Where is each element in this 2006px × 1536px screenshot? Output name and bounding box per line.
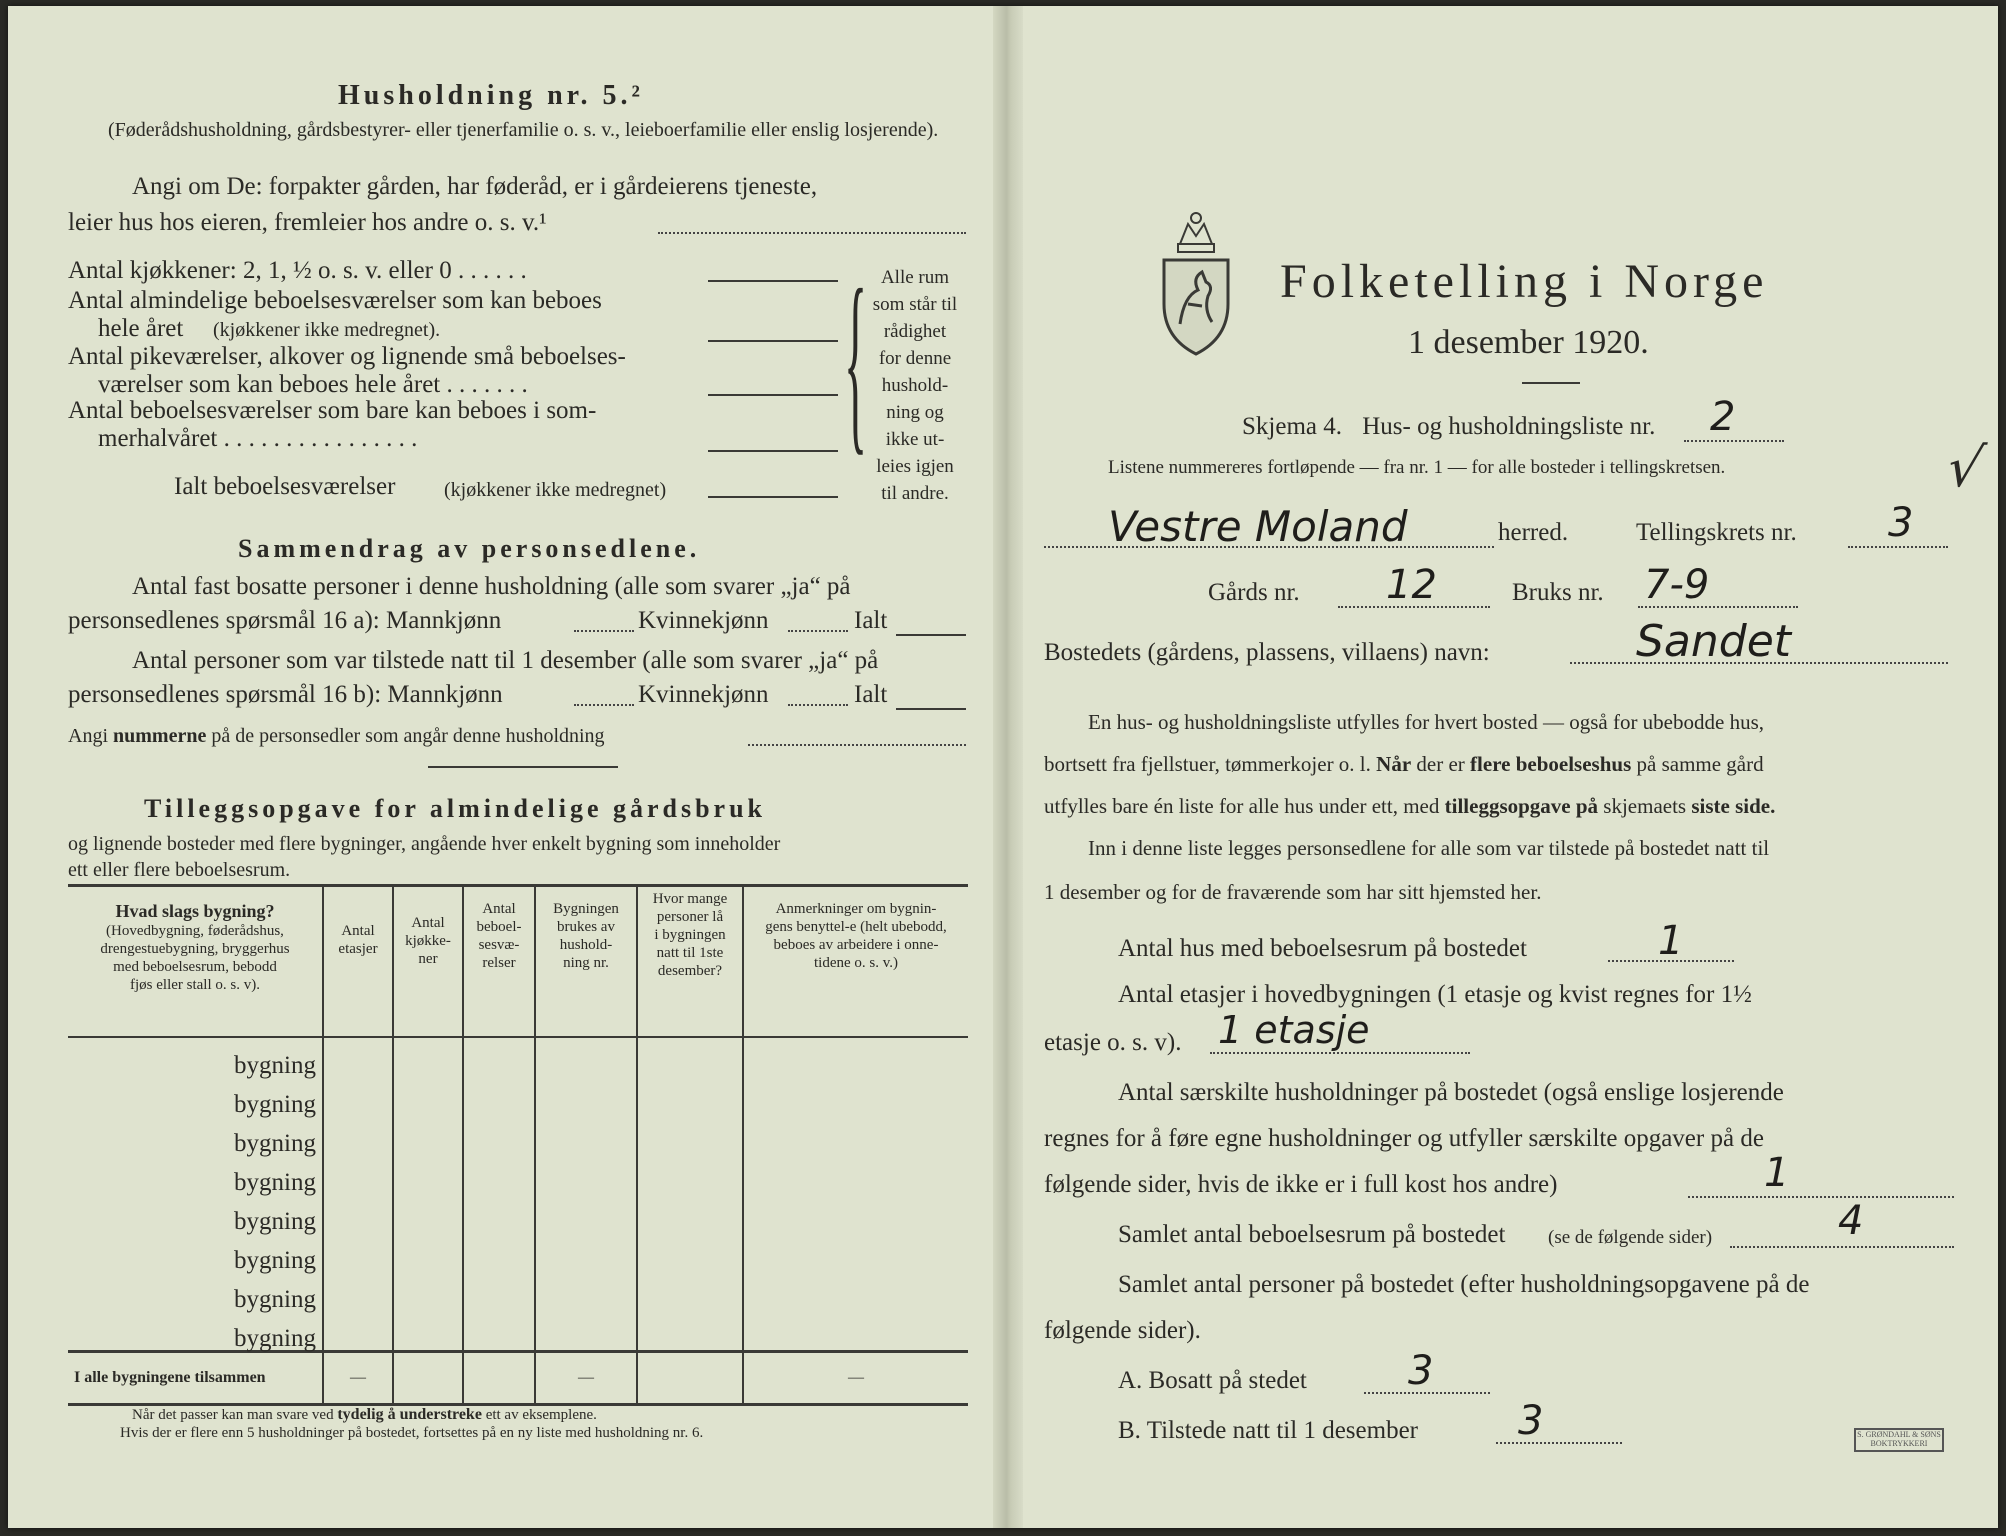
herred-label: herred.	[1498, 519, 1569, 546]
col-rooms-line: sesvæ-	[478, 937, 520, 953]
main-title: Folketelling i Norge	[1280, 255, 1769, 308]
side-note-line: som står til	[872, 294, 958, 315]
side-note-line: ikke ut-	[885, 429, 945, 450]
cell[interactable]	[743, 1037, 968, 1077]
summary-title: Sammendrag av personsedlene.	[238, 534, 701, 563]
cell[interactable]	[393, 1311, 463, 1352]
schema-number: Skjema 4.	[1242, 413, 1342, 440]
side-note-line: ning og	[886, 402, 944, 423]
cell[interactable]	[323, 1272, 393, 1311]
info-para-1-line-2	[1044, 752, 1764, 776]
col-kitchens-line: kjøkke-	[405, 933, 451, 949]
cell[interactable]	[393, 1077, 463, 1116]
col-kitchens-line: ner	[418, 951, 438, 967]
cell[interactable]	[463, 1272, 535, 1311]
cell[interactable]	[535, 1116, 637, 1155]
cell[interactable]	[535, 1077, 637, 1116]
cell[interactable]	[637, 1155, 743, 1194]
building-label: bygning	[234, 1247, 316, 1274]
table-row[interactable]	[68, 1155, 968, 1194]
para-bold: tilleggsopgave på	[1444, 794, 1599, 818]
rooms-line-2: hele året	[98, 315, 184, 342]
side-note-line: Alle rum	[880, 267, 950, 288]
numbering-note: Listene nummereres fortløpende — fra nr. 1 — for alle bosteder i tellingskretsen.	[1108, 457, 1726, 478]
sum-cell[interactable]	[637, 1352, 743, 1405]
cell[interactable]	[463, 1116, 535, 1155]
table-row[interactable]	[68, 1037, 968, 1077]
cell[interactable]	[393, 1116, 463, 1155]
census-form-sheet	[8, 6, 1998, 1528]
numbers-line	[68, 724, 605, 748]
supplement-title: Tilleggsopgave for almindelige gårdsbruk	[144, 794, 767, 823]
cell[interactable]	[637, 1272, 743, 1311]
cell[interactable]	[743, 1272, 968, 1311]
rooms-answer[interactable]	[708, 340, 838, 342]
info-para-2-line-1: Inn i denne liste legges personsedlene for alle som var tilstede på bostedet natt til	[1088, 836, 1770, 860]
numbers-pre: Angi	[68, 725, 108, 747]
floors-answer-line[interactable]	[1210, 1052, 1470, 1054]
cell[interactable]	[743, 1077, 968, 1116]
table-row[interactable]	[68, 1272, 968, 1311]
cell[interactable]	[393, 1233, 463, 1272]
cell[interactable]	[463, 1311, 535, 1352]
total-rooms-right-line[interactable]	[1730, 1246, 1954, 1248]
total-persons-line-2: følgende sider).	[1044, 1317, 1201, 1344]
cell[interactable]	[323, 1077, 393, 1116]
col-persons-line: personer lå	[656, 909, 724, 925]
tellingskrets-label: Tellingskrets nr.	[1636, 519, 1797, 546]
bruks-label: Bruks nr.	[1512, 579, 1604, 606]
coat-of-arms-icon	[1158, 204, 1234, 358]
cell[interactable]	[323, 1116, 393, 1155]
table-row[interactable]	[68, 1233, 968, 1272]
col-remarks-line: beboes av arbeidere i onne-	[773, 937, 939, 953]
cell[interactable]	[535, 1272, 637, 1311]
building-label: bygning	[234, 1325, 316, 1352]
side-note-line: rådighet	[883, 321, 947, 342]
left-page	[8, 6, 1004, 1528]
col-household-line: hushold-	[559, 937, 613, 953]
household-title: Husholdning nr. 5.²	[338, 80, 644, 111]
side-note-line: til andre.	[881, 483, 949, 504]
permanent-male-answer[interactable]	[574, 630, 634, 632]
footnote-pre: Når det passer kan man svare ved	[132, 1407, 334, 1423]
col-kitchens	[393, 886, 463, 1037]
cell[interactable]	[743, 1194, 968, 1233]
cell[interactable]	[323, 1155, 393, 1194]
sum-label: I alle bygningene tilsammen	[68, 1352, 323, 1405]
numbers-answer[interactable]	[748, 744, 966, 746]
sum-dash: —	[743, 1352, 968, 1405]
cell[interactable]	[743, 1116, 968, 1155]
permanent-total-answer[interactable]	[896, 634, 966, 636]
present-dec-line[interactable]	[1496, 1442, 1622, 1444]
printer-stamp: S. GRØNDAHL & SØNS BOKTRYKKERI	[1854, 1428, 1944, 1452]
building-label: bygning	[234, 1052, 316, 1079]
summer-rooms-line-1: Antal beboelsesværelser som bare kan beboes i som-	[68, 397, 597, 424]
numbers-post: på de personsedler som angår denne husholdning	[211, 725, 605, 747]
footnote-bold: tydelig å understreke	[337, 1406, 482, 1423]
present-total-label: Ialt	[854, 681, 888, 708]
angi-line-1: Angi om De: forpakter gården, har føderåd, er i gårdeierens tjeneste,	[132, 173, 818, 200]
cell[interactable]	[463, 1194, 535, 1233]
table-row[interactable]	[68, 1116, 968, 1155]
cell[interactable]	[743, 1311, 968, 1352]
para-bold: Når	[1376, 752, 1412, 776]
col-building-type-title: Hvad slags bygning?	[115, 901, 275, 921]
permanent-line-1: Antal fast bosatte personer i denne husholdning (alle som svarer „ja“ på	[132, 573, 851, 600]
total-rooms-label: Ialt beboelsesværelser	[174, 473, 396, 500]
building-label: bygning	[234, 1091, 316, 1118]
cell[interactable]	[535, 1233, 637, 1272]
cell[interactable]	[535, 1037, 637, 1077]
supplement-line-1: og lignende bosteder med flere bygninger, angående hver enkelt bygning som inneholder	[68, 833, 781, 855]
cell[interactable]	[637, 1311, 743, 1352]
col-rooms-line: relser	[482, 955, 516, 971]
para-text: på samme gård	[1636, 752, 1764, 776]
total-persons-line-1: Samlet antal personer på bostedet (efter husholdningsopgavene på de	[1118, 1271, 1810, 1298]
col-building-type-sub: (Hovedbygning, føderådshus,	[106, 923, 284, 939]
list-number-line[interactable]	[1684, 440, 1784, 442]
angi-answer-line[interactable]	[658, 232, 966, 234]
col-rooms-line: Antal	[482, 901, 516, 917]
tellingskrets-line[interactable]	[1848, 546, 1948, 548]
table-row[interactable]	[68, 1077, 968, 1116]
households-line-2: regnes for å føre egne husholdninger og utfyller særskilte opgaver på de	[1044, 1125, 1764, 1152]
small-rooms-line-2: værelser som kan beboes hele året . . . . . . .	[98, 371, 528, 398]
cell[interactable]	[637, 1233, 743, 1272]
list-number-value[interactable]: 2	[1710, 394, 1736, 440]
present-dec-value[interactable]: 3	[1518, 1398, 1544, 1444]
bruks-value[interactable]: 7-9	[1644, 562, 1710, 608]
household-subtitle: (Føderådshusholdning, gårdsbestyrer- eller tjenerfamilie o. s. v., leieboerfamilie eller enslig losjerende).	[108, 119, 939, 141]
sum-dash: —	[535, 1352, 637, 1405]
cell[interactable]	[637, 1077, 743, 1116]
table-header-row	[68, 886, 968, 1037]
floors-line-2: etasje o. s. v).	[1044, 1029, 1182, 1056]
total-rooms-right-value[interactable]: 4	[1838, 1198, 1864, 1244]
cell[interactable]	[393, 1272, 463, 1311]
cell[interactable]	[637, 1116, 743, 1155]
cell[interactable]	[463, 1233, 535, 1272]
col-persons-line: i bygningen	[654, 927, 726, 943]
side-note	[860, 264, 970, 507]
col-persons-line: Hvor mange	[652, 891, 728, 907]
check-mark: √	[1941, 436, 1990, 499]
present-line-1: Antal personer som var tilstede natt til 1 desember (alle som svarer „ja“ på	[132, 647, 879, 674]
cell[interactable]	[323, 1194, 393, 1233]
table-row[interactable]	[68, 1311, 968, 1352]
col-remarks-line: tidene o. s. v.)	[813, 955, 898, 971]
building-label: bygning	[234, 1286, 316, 1313]
total-rooms-right-note: (se de følgende sider)	[1548, 1227, 1713, 1248]
cell[interactable]	[743, 1155, 968, 1194]
kitchens-label: Antal kjøkkener: 2, 1, ½ o. s. v. eller 0 . . . . . .	[68, 257, 527, 284]
footnote-line-1	[132, 1406, 597, 1424]
para-bold: siste side.	[1691, 794, 1776, 818]
col-persons-line: desember?	[657, 963, 723, 979]
title-divider	[1522, 382, 1580, 384]
col-floors-line: etasjer	[338, 941, 378, 957]
cell[interactable]	[463, 1037, 535, 1077]
col-remarks-line: Anmerkninger om bygnin-	[775, 901, 937, 917]
col-building-type-sub: drengestuebygning, bryggerhus	[100, 941, 290, 957]
col-remarks	[743, 886, 968, 1037]
footnote-line-2: Hvis der er flere enn 5 husholdninger på bostedet, fortsettes på en ny liste med husholdning nr. 6.	[120, 1425, 704, 1441]
total-rooms-answer[interactable]	[708, 496, 838, 498]
present-male-answer[interactable]	[574, 704, 634, 706]
cell[interactable]	[323, 1233, 393, 1272]
permanent-female-label: Kvinnekjønn	[638, 607, 769, 634]
table-sum-row	[68, 1352, 968, 1405]
cell[interactable]	[535, 1155, 637, 1194]
divider	[428, 766, 618, 768]
col-remarks-line: gens benyttel-e (helt ubebodd,	[765, 919, 947, 935]
permanent-female-answer[interactable]	[788, 630, 848, 632]
cell[interactable]	[535, 1311, 637, 1352]
side-note-line: leies igjen	[876, 456, 954, 477]
sum-cell[interactable]	[463, 1352, 535, 1405]
numbers-bold: nummerne	[113, 725, 207, 747]
para-bold: flere beboelseshus	[1470, 752, 1632, 776]
angi-line-2: leier hus hos eieren, fremleier hos andre o. s. v.¹	[68, 209, 547, 236]
table-row[interactable]	[68, 1194, 968, 1233]
col-floors	[323, 886, 393, 1037]
tellingskrets-value[interactable]: 3	[1888, 500, 1914, 546]
cell[interactable]	[743, 1233, 968, 1272]
sum-dash: —	[323, 1352, 393, 1405]
present-total-answer[interactable]	[896, 708, 966, 710]
herred-value[interactable]: Vestre Moland	[1108, 502, 1408, 551]
small-rooms-answer[interactable]	[708, 394, 838, 396]
col-household-line: brukes av	[557, 919, 615, 935]
info-para-2-line-2: 1 desember og for de fraværende som har sitt hjemsted her.	[1044, 880, 1542, 904]
households-value[interactable]: 1	[1764, 1150, 1790, 1196]
col-kitchens-line: Antal	[411, 915, 445, 931]
cell[interactable]	[637, 1037, 743, 1077]
floors-value[interactable]: 1 etasje	[1218, 1008, 1370, 1052]
supplement-line-2: ett eller flere beboelsesrum.	[68, 859, 291, 881]
cell[interactable]	[637, 1194, 743, 1233]
present-line-2: personsedlenes spørsmål 16 b): Mannkjønn	[68, 681, 503, 708]
rooms-line-1: Antal almindelige beboelsesværelser som kan beboes	[68, 287, 602, 314]
resident-label: A. Bosatt på stedet	[1118, 1367, 1307, 1394]
col-building-type	[68, 886, 323, 1037]
col-persons-line: natt til 1ste	[656, 945, 724, 961]
para-text: utfylles bare én liste for alle hus under ett, med	[1044, 794, 1440, 818]
bosted-value[interactable]: Sandet	[1636, 616, 1792, 667]
info-para-1-line-1: En hus- og husholdningsliste utfylles for hvert bosted — også for ubebodde hus,	[1088, 710, 1764, 734]
resident-value[interactable]: 3	[1408, 1348, 1434, 1394]
info-para-1-line-3	[1044, 794, 1775, 818]
sum-cell[interactable]	[393, 1352, 463, 1405]
total-rooms-note: (kjøkkener ikke medregnet)	[444, 479, 667, 501]
col-building-type-sub: fjøs eller stall o. s. v).	[130, 977, 260, 993]
cell[interactable]	[393, 1155, 463, 1194]
present-dec-label: B. Tilstede natt til 1 desember	[1118, 1417, 1418, 1444]
cell[interactable]	[535, 1194, 637, 1233]
households-line-3: følgende sider, hvis de ikke er i full kost hos andre)	[1044, 1171, 1558, 1198]
houses-label: Antal hus med beboelsesrum på bostedet	[1118, 935, 1527, 962]
bosted-label: Bostedets (gårdens, plassens, villaens) navn:	[1044, 639, 1490, 666]
col-building-type-sub: med beboelsesrum, bebodd	[113, 959, 277, 975]
small-rooms-line-1: Antal pikeværelser, alkover og lignende små beboelses-	[68, 343, 626, 370]
building-label: bygning	[234, 1208, 316, 1235]
footnote-post: ett av eksemplene.	[485, 1407, 597, 1423]
households-answer-line[interactable]	[1688, 1196, 1954, 1198]
col-household-no	[535, 886, 637, 1037]
rooms-note: (kjøkkener ikke medregnet).	[213, 319, 441, 341]
summer-rooms-line-2: merhalvåret . . . . . . . . . . . . . . . .	[98, 425, 418, 452]
col-floors-line: Antal	[341, 923, 375, 939]
total-rooms-right-label: Samlet antal beboelsesrum på bostedet	[1118, 1221, 1506, 1248]
para-text: bortsett fra fjellstuer, tømmerkojer o. l.	[1044, 752, 1371, 776]
kitchens-answer[interactable]	[708, 280, 838, 282]
building-label: bygning	[234, 1130, 316, 1157]
para-text: skjemaets	[1603, 794, 1687, 818]
cell[interactable]	[393, 1194, 463, 1233]
side-note-line: for denne	[878, 348, 952, 369]
brace: {	[844, 251, 868, 474]
col-household-line: ning nr.	[563, 955, 609, 971]
cell[interactable]	[323, 1311, 393, 1352]
cell[interactable]	[393, 1037, 463, 1077]
census-date: 1 desember 1920.	[1408, 324, 1649, 361]
schema-line	[1242, 412, 1655, 442]
houses-value[interactable]: 1	[1658, 918, 1684, 964]
present-female-answer[interactable]	[788, 704, 848, 706]
buildings-table	[68, 886, 968, 1406]
right-page	[1008, 6, 1998, 1528]
col-rooms	[463, 886, 535, 1037]
col-rooms-line: beboel-	[476, 919, 522, 935]
summer-rooms-answer[interactable]	[708, 450, 838, 452]
gards-value[interactable]: 12	[1386, 562, 1437, 608]
present-female-label: Kvinnekjønn	[638, 681, 769, 708]
gards-label: Gårds nr.	[1208, 579, 1300, 606]
building-label: bygning	[234, 1169, 316, 1196]
permanent-total-label: Ialt	[854, 607, 888, 634]
households-line-1: Antal særskilte husholdninger på bostedet (også enslige losjerende	[1118, 1079, 1784, 1106]
cell[interactable]	[463, 1155, 535, 1194]
schema-text: Hus- og husholdningsliste nr.	[1362, 413, 1656, 440]
col-household-line: Bygningen	[553, 901, 619, 917]
floors-line-1: Antal etasjer i hovedbygningen (1 etasje og kvist regnes for 1½	[1118, 981, 1752, 1008]
cell[interactable]	[463, 1077, 535, 1116]
para-text: der er	[1416, 752, 1465, 776]
side-note-line: hushold-	[881, 375, 949, 396]
cell[interactable]	[323, 1037, 393, 1077]
permanent-line-2: personsedlenes spørsmål 16 a): Mannkjønn	[68, 607, 502, 634]
col-persons	[637, 886, 743, 1037]
